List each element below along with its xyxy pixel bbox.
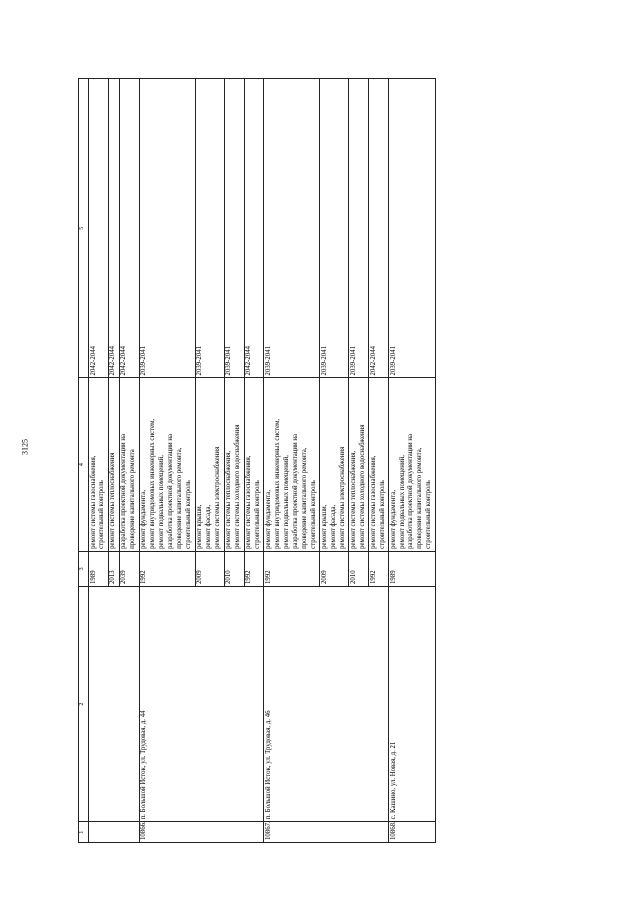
work-item: строительный контроль [253,480,261,549]
work-item: ремонт системы холодного водоснабжения [234,424,242,549]
rotated-table-frame [78,78,532,843]
year-cell: 2039 [119,551,139,586]
works-cell [224,378,244,551]
table-row [139,79,195,843]
year-cell: 1992 [264,551,320,586]
period-cell: 2042-2044 [89,79,109,378]
works-cell [139,378,195,551]
year-cell: 1992 [369,551,389,586]
building-address-cell: с. Кашино, ул. Новая, д. 21 [389,586,436,821]
column-header: 1 [79,822,89,843]
year-cell: 2013 [108,551,119,586]
column-header: 5 [79,79,89,378]
table-row [264,79,320,843]
work-item: разработка проектной документации на [167,433,175,549]
works-cell [108,378,119,551]
work-item: ремонт системы теплоснабжения, [349,450,357,549]
work-item: ремонт фундамента, [264,489,272,549]
works-cell [369,378,389,551]
building-address-cell: п. Большой Исток, ул. Трудовая, д. 44 [139,586,264,821]
work-item: проведение капитального ремонта, [416,447,424,549]
work-item: строительный контроль [378,480,386,549]
year-cell: 2009 [195,551,224,586]
work-item: ремонт подвальных помещений, [158,455,166,549]
column-number-row [79,79,89,843]
work-item: ремонт фундамента, [389,489,397,549]
period-cell: 2039-2041 [139,79,195,378]
period-cell: 2042-2044 [108,79,119,378]
work-item: разработка проектной документации на [407,433,415,549]
work-item: строительный контроль [309,480,317,549]
work-item: ремонт внутридомовых инженерных систем, [149,418,157,549]
work-item: ремонт крыши, [196,504,204,549]
work-item: ремонт системы электроснабжения [338,446,346,549]
year-cell: 1989 [89,551,109,586]
period-cell: 2039-2041 [224,79,244,378]
work-item: ремонт системы газоснабжения, [89,455,97,549]
building-number-cell: 10867. [264,822,389,843]
period-cell: 2042-2044 [369,79,389,378]
work-item: ремонт фасада, [329,504,337,549]
work-item: разработка проектной документации на [291,433,299,549]
work-item: проведение капитального ремонта, [176,447,184,549]
works-cell [195,378,224,551]
building-number-cell [89,822,140,843]
work-item: проведение капитального ремонта [129,449,137,549]
work-item: проведение капитального ремонта, [300,447,308,549]
year-cell: 1992 [244,551,264,586]
rotated-table-container [78,78,532,843]
table-body [79,79,436,843]
work-item: строительный контроль [185,480,193,549]
work-item: ремонт системы газоснабжения, [369,455,377,549]
works-cell [244,378,264,551]
works-cell [389,378,436,551]
works-cell [349,378,369,551]
year-cell: 2010 [349,551,369,586]
works-cell [264,378,320,551]
work-item: ремонт подвальных помещений, [282,455,290,549]
period-cell: 2039-2041 [389,79,436,378]
period-cell: 2039-2041 [264,79,320,378]
repair-schedule-table [78,78,436,843]
period-cell: 2039-2041 [320,79,349,378]
column-header: 3 [79,551,89,586]
table-row [389,79,436,843]
works-cell [320,378,349,551]
work-item: ремонт крыши, [320,504,328,549]
work-item: ремонт фундамента, [140,489,148,549]
work-item: ремонт системы теплоснабжения [109,452,117,549]
column-header: 4 [79,378,89,551]
work-item: ремонт внутридомовых инженерных систем, [273,418,281,549]
works-cell [89,378,109,551]
year-cell: 1989 [389,551,436,586]
period-cell: 2042-2044 [119,79,139,378]
building-number-cell: 10866. [139,822,264,843]
work-item: ремонт системы газоснабжения, [245,455,252,549]
works-cell [119,378,139,551]
period-cell: 2042-2044 [244,79,264,378]
period-cell: 2039-2041 [195,79,224,378]
year-cell: 2009 [320,551,349,586]
period-cell: 2039-2041 [349,79,369,378]
year-cell: 1992 [139,551,195,586]
year-cell: 2010 [224,551,244,586]
table-row [89,79,109,843]
work-item: строительный контроль [98,480,106,549]
work-item: ремонт системы теплоснабжения, [225,450,233,549]
work-item: разработка проектной документации на [120,433,128,549]
work-item: ремонт системы холодного водоснабжения [358,424,366,549]
work-item: ремонт фасада, [205,504,213,549]
work-item: ремонт подвальных помещений, [398,455,406,549]
building-number-cell: 10868. [389,822,436,843]
building-address-cell [89,586,140,821]
page-number: 3125 [20,439,30,455]
work-item: строительный контроль [425,480,433,549]
column-header: 2 [79,586,89,821]
building-address-cell: п. Большой Исток, ул. Трудовая, д. 46 [264,586,389,821]
work-item: ремонт системы электроснабжения [214,446,222,549]
